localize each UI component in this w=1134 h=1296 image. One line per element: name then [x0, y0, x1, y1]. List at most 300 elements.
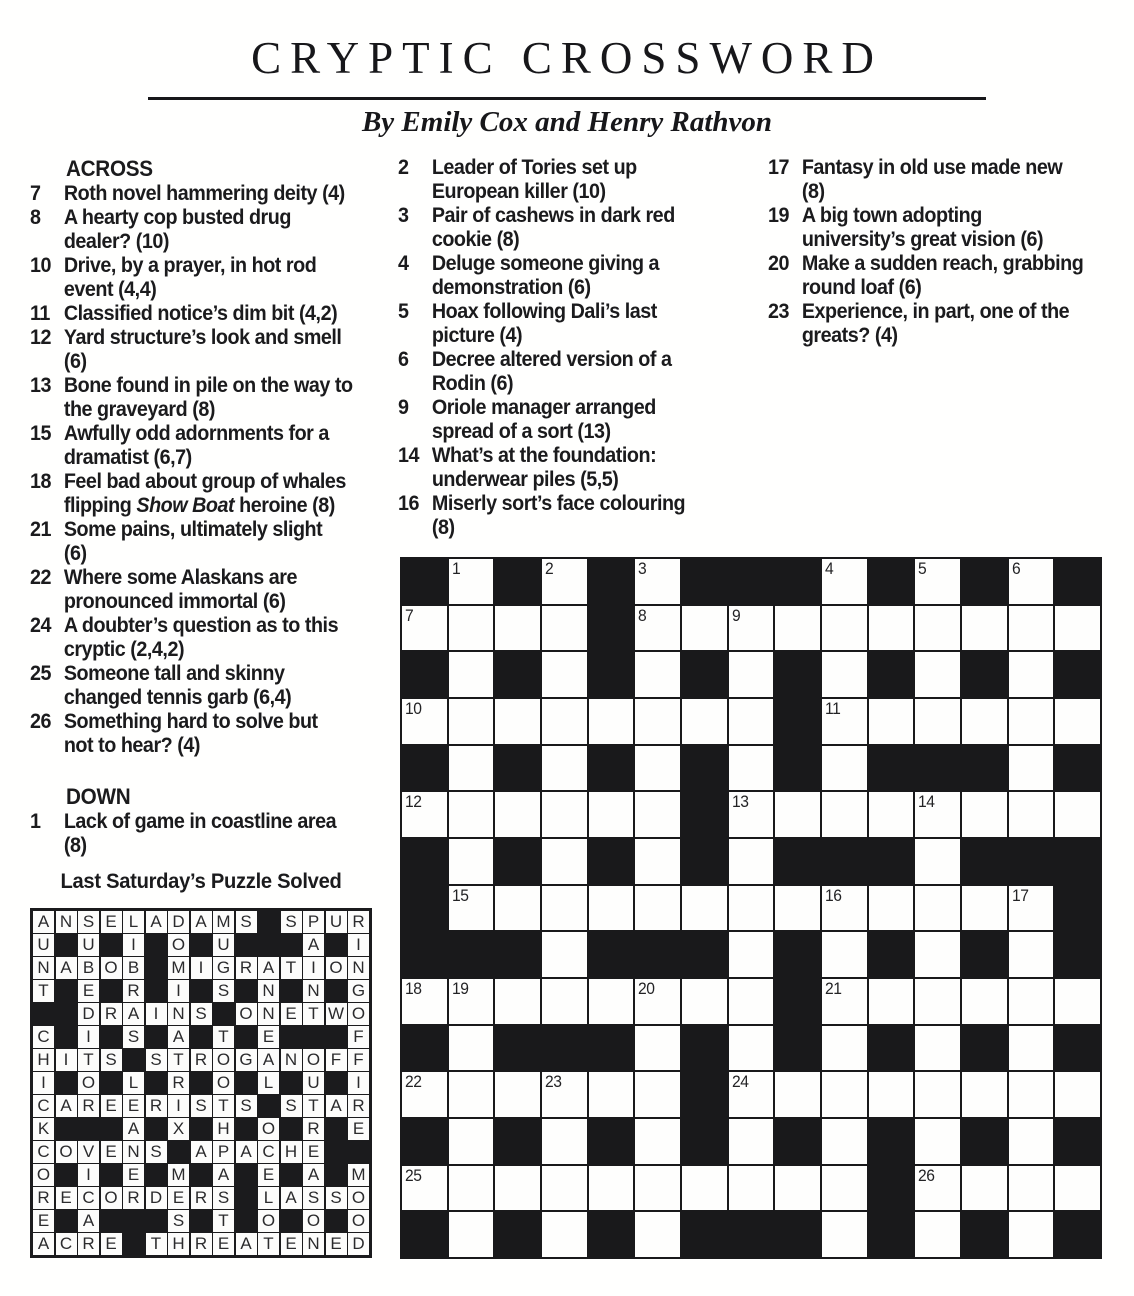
cell-number: 19: [451, 979, 469, 998]
grid-cell[interactable]: [914, 931, 961, 978]
grid-cell[interactable]: [634, 651, 681, 698]
clue-line: the graveyard (8): [63, 398, 215, 421]
grid-cell: [1054, 1211, 1101, 1258]
solved-cell: A: [33, 1233, 54, 1255]
grid-cell[interactable]: [914, 558, 961, 605]
grid-cell[interactable]: [448, 1211, 495, 1258]
grid-cell[interactable]: [961, 1165, 1008, 1212]
grid-cell[interactable]: [914, 791, 961, 838]
clue-line: dealer? (10): [63, 230, 170, 253]
grid-cell: [681, 791, 728, 838]
grid-cell[interactable]: [588, 885, 635, 932]
grid-cell[interactable]: [541, 978, 588, 1025]
solved-cell: O: [303, 1210, 324, 1232]
clue-line: cookie (8): [431, 228, 520, 251]
grid-cell[interactable]: [868, 885, 915, 932]
grid-cell[interactable]: [1054, 1165, 1101, 1212]
grid-cell[interactable]: [541, 605, 588, 652]
grid-cell[interactable]: [681, 605, 728, 652]
grid-cell[interactable]: [961, 791, 1008, 838]
grid-cell[interactable]: [868, 698, 915, 745]
grid-cell[interactable]: [541, 838, 588, 885]
solved-cell: N: [303, 1233, 324, 1255]
solved-cell-black: [101, 1164, 122, 1186]
grid-cell[interactable]: [541, 931, 588, 978]
grid-cell[interactable]: [961, 605, 1008, 652]
solved-cell: S: [168, 1210, 189, 1232]
solved-cell: H: [213, 1118, 234, 1140]
clue-text: [802, 252, 1099, 300]
solved-cell-black: [56, 1210, 77, 1232]
solved-cell-black: [146, 934, 167, 956]
grid-cell: [868, 1165, 915, 1212]
solved-cell: N: [168, 1003, 189, 1025]
grid-cell: [588, 931, 635, 978]
solved-cell: R: [146, 1095, 167, 1117]
grid-cell[interactable]: [448, 791, 495, 838]
grid-cell[interactable]: [821, 885, 868, 932]
grid-cell[interactable]: [1054, 978, 1101, 1025]
clue-11-across: [30, 302, 365, 326]
cell-number: 1: [451, 559, 460, 578]
clue-number: 15: [30, 422, 52, 445]
grid-cell[interactable]: [774, 1165, 821, 1212]
grid-cell[interactable]: [774, 885, 821, 932]
solved-cell: I: [78, 1026, 99, 1048]
solved-cell: R: [78, 1095, 99, 1117]
solved-cell: M: [348, 1164, 369, 1186]
grid-cell: [1054, 885, 1101, 932]
grid-cell: [401, 745, 448, 792]
grid-cell: [681, 1025, 728, 1072]
solved-cell: S: [146, 1141, 167, 1163]
clue-column-right: [768, 156, 1120, 348]
solved-cell-black: [326, 934, 347, 956]
solved-cell: A: [168, 1026, 189, 1048]
grid-cell: [494, 745, 541, 792]
grid-cell[interactable]: [494, 698, 541, 745]
grid-cell[interactable]: [1008, 978, 1055, 1025]
solved-cell-black: [213, 1003, 234, 1025]
cell-number: 11: [825, 699, 841, 718]
grid-cell: [1054, 558, 1101, 605]
grid-cell[interactable]: [728, 1118, 775, 1165]
grid-cell[interactable]: [494, 1071, 541, 1118]
grid-cell[interactable]: [961, 978, 1008, 1025]
grid-cell[interactable]: [821, 1118, 868, 1165]
grid-cell[interactable]: [1054, 698, 1101, 745]
grid-cell[interactable]: [821, 558, 868, 605]
grid-cell[interactable]: [821, 605, 868, 652]
grid-cell[interactable]: [821, 698, 868, 745]
grid-cell[interactable]: [728, 698, 775, 745]
grid-cell: [868, 838, 915, 885]
grid-cell[interactable]: [914, 978, 961, 1025]
solved-cell: S: [213, 980, 234, 1002]
solved-cell: R: [191, 1049, 212, 1071]
clue-number: 17: [768, 156, 790, 179]
solved-cell: O: [101, 1187, 122, 1209]
grid-cell[interactable]: [1008, 651, 1055, 698]
grid-cell[interactable]: [868, 978, 915, 1025]
solved-cell: R: [348, 911, 369, 933]
solved-cell: A: [236, 1233, 257, 1255]
solved-cell: V: [78, 1141, 99, 1163]
solved-cell: O: [78, 1072, 99, 1094]
grid-cell[interactable]: [634, 1071, 681, 1118]
grid-cell[interactable]: [401, 1165, 448, 1212]
solved-cell: A: [146, 911, 167, 933]
clue-5-down: [398, 300, 703, 348]
grid-cell[interactable]: [634, 605, 681, 652]
grid-cell: [401, 651, 448, 698]
grid-cell[interactable]: [1008, 605, 1055, 652]
across-header: ACROSS: [66, 156, 153, 181]
clue-number: 24: [30, 614, 52, 637]
grid-cell[interactable]: [448, 558, 495, 605]
solved-cell: R: [33, 1187, 54, 1209]
grid-cell[interactable]: [401, 1071, 448, 1118]
solved-cell-black: [168, 1141, 189, 1163]
solved-cell: A: [191, 1141, 212, 1163]
grid-cell[interactable]: [541, 745, 588, 792]
clue-number: 1: [30, 810, 41, 833]
grid-cell[interactable]: [914, 651, 961, 698]
grid-cell[interactable]: [821, 791, 868, 838]
grid-cell[interactable]: [774, 1071, 821, 1118]
cell-number: 17: [1011, 885, 1029, 905]
grid-cell[interactable]: [728, 885, 775, 932]
grid-cell: [681, 651, 728, 698]
grid-cell: [1054, 651, 1101, 698]
solved-cell-black: [78, 1118, 99, 1140]
grid-cell[interactable]: [448, 885, 495, 932]
solved-cell-black: [326, 1026, 347, 1048]
grid-cell[interactable]: [634, 1118, 681, 1165]
grid-cell: [494, 1025, 541, 1072]
solved-cell: E: [101, 1233, 122, 1255]
clue-1-down: [30, 810, 365, 858]
grid-cell[interactable]: [634, 791, 681, 838]
grid-cell[interactable]: [588, 1071, 635, 1118]
grid-cell: [494, 651, 541, 698]
grid-cell: [681, 745, 728, 792]
solved-cell: O: [168, 934, 189, 956]
clue-line: Feel bad about group of whales: [63, 470, 346, 493]
clue-12-across: [30, 326, 365, 374]
solved-cell-black: [191, 1072, 212, 1094]
clue-line: (6): [63, 542, 87, 565]
clue-line: pronounced immortal (6): [63, 590, 286, 613]
solved-cell-black: [236, 980, 257, 1002]
solved-cell: E: [123, 1095, 144, 1117]
grid-cell[interactable]: [588, 1165, 635, 1212]
grid-cell[interactable]: [868, 791, 915, 838]
clue-line: Leader of Tories set up: [431, 156, 637, 179]
solved-cell: R: [191, 1187, 212, 1209]
grid-cell[interactable]: [401, 698, 448, 745]
grid-cell[interactable]: [1008, 885, 1055, 932]
clue-number: 26: [30, 710, 52, 733]
grid-cell[interactable]: [821, 1165, 868, 1212]
grid-cell[interactable]: [448, 1071, 495, 1118]
grid-cell[interactable]: [541, 558, 588, 605]
grid-cell[interactable]: [541, 885, 588, 932]
solved-cell: E: [281, 1233, 302, 1255]
clue-13-across: [30, 374, 365, 422]
grid-cell[interactable]: [728, 1071, 775, 1118]
grid-cell[interactable]: [821, 1025, 868, 1072]
grid-cell[interactable]: [448, 1025, 495, 1072]
clue-line: A hearty cop busted drug: [63, 206, 291, 229]
grid-cell: [1054, 745, 1101, 792]
grid-cell[interactable]: [961, 698, 1008, 745]
clue-text: [64, 810, 365, 858]
clue-line: Bone found in pile on the way to: [63, 374, 353, 397]
grid-cell[interactable]: [681, 1165, 728, 1212]
grid-cell[interactable]: [1008, 745, 1055, 792]
grid-cell[interactable]: [914, 1165, 961, 1212]
clue-text: [64, 566, 365, 614]
grid-cell[interactable]: [774, 791, 821, 838]
grid-cell[interactable]: [448, 1118, 495, 1165]
solved-cell: D: [78, 1003, 99, 1025]
grid-cell[interactable]: [634, 885, 681, 932]
clue-8-across: [30, 206, 365, 254]
solved-cell: R: [168, 1072, 189, 1094]
grid-cell[interactable]: [728, 1165, 775, 1212]
clue-number: 21: [30, 518, 52, 541]
grid-cell: [774, 698, 821, 745]
grid-cell[interactable]: [774, 605, 821, 652]
clue-number: 5: [398, 300, 409, 323]
grid-cell[interactable]: [494, 605, 541, 652]
clue-20-down: [768, 252, 1099, 300]
grid-cell[interactable]: [728, 1025, 775, 1072]
clue-column-left: [30, 156, 386, 858]
grid-cell[interactable]: [634, 1025, 681, 1072]
grid-cell[interactable]: [681, 978, 728, 1025]
solved-cell: S: [303, 1187, 324, 1209]
grid-cell[interactable]: [681, 885, 728, 932]
grid-cell[interactable]: [1008, 558, 1055, 605]
solved-cell: A: [56, 1095, 77, 1117]
clue-line: (8): [431, 516, 455, 539]
grid-cell[interactable]: [1008, 1165, 1055, 1212]
grid-cell[interactable]: [681, 698, 728, 745]
solved-cell: O: [303, 1049, 324, 1071]
clue-line: Experience, in part, one of the: [801, 300, 1070, 323]
grid-cell[interactable]: [821, 651, 868, 698]
grid-cell[interactable]: [541, 698, 588, 745]
grid-cell: [728, 1211, 775, 1258]
grid-cell: [961, 1118, 1008, 1165]
grid-cell: [401, 885, 448, 932]
grid-cell: [401, 931, 448, 978]
grid-cell[interactable]: [541, 1071, 588, 1118]
solved-cell: R: [123, 1187, 144, 1209]
grid-cell[interactable]: [541, 791, 588, 838]
solved-cell-black: [123, 1233, 144, 1255]
grid-cell[interactable]: [728, 651, 775, 698]
solved-cell: A: [303, 1164, 324, 1186]
grid-cell[interactable]: [448, 605, 495, 652]
grid-cell[interactable]: [868, 1071, 915, 1118]
cell-number: 23: [545, 1072, 562, 1092]
grid-cell[interactable]: [728, 605, 775, 652]
grid-cell: [821, 838, 868, 885]
grid-cell[interactable]: [634, 558, 681, 605]
grid-cell[interactable]: [914, 605, 961, 652]
grid-cell[interactable]: [1008, 1071, 1055, 1118]
grid-cell[interactable]: [541, 1165, 588, 1212]
solved-cell: M: [168, 957, 189, 979]
grid-cell[interactable]: [914, 1118, 961, 1165]
grid-cell[interactable]: [914, 1071, 961, 1118]
cell-number: 10: [405, 699, 422, 718]
grid-cell[interactable]: [1054, 605, 1101, 652]
grid-cell: [774, 558, 821, 605]
solved-cell-black: [281, 1210, 302, 1232]
cell-number: 24: [731, 1072, 749, 1092]
solved-cell: I: [78, 1164, 99, 1186]
solved-cell: E: [258, 1026, 279, 1048]
solved-cell: N: [303, 980, 324, 1002]
grid-cell[interactable]: [914, 1211, 961, 1258]
grid-cell[interactable]: [821, 978, 868, 1025]
grid-cell[interactable]: [588, 698, 635, 745]
solved-cell-black: [146, 957, 167, 979]
clue-line: Decree altered version of a: [431, 348, 672, 371]
grid-cell[interactable]: [401, 978, 448, 1025]
crossword-grid: [400, 557, 1102, 1259]
solved-cell: O: [236, 1003, 257, 1025]
solved-cell-black: [281, 1072, 302, 1094]
solved-cell-black: [191, 1210, 212, 1232]
clue-segment-italic: Show Boat: [136, 494, 235, 517]
grid-cell[interactable]: [914, 1025, 961, 1072]
solved-cell: H: [168, 1233, 189, 1255]
solved-cell: A: [78, 1210, 99, 1232]
grid-cell: [961, 838, 1008, 885]
grid-cell[interactable]: [448, 838, 495, 885]
grid-cell[interactable]: [588, 791, 635, 838]
clue-text: [802, 300, 1099, 348]
solved-cell: N: [258, 1003, 279, 1025]
solved-cell: D: [168, 911, 189, 933]
clue-26-across: [30, 710, 365, 758]
clue-text: [64, 374, 365, 422]
grid-cell[interactable]: [1054, 791, 1101, 838]
clue-number: 19: [768, 204, 790, 227]
grid-cell: [588, 838, 635, 885]
grid-cell[interactable]: [1008, 791, 1055, 838]
grid-cell[interactable]: [961, 885, 1008, 932]
grid-cell[interactable]: [494, 885, 541, 932]
clue-text: [432, 156, 703, 204]
clue-line: Make a sudden reach, grabbing: [801, 252, 1084, 275]
solved-cell: H: [281, 1141, 302, 1163]
grid-cell[interactable]: [634, 978, 681, 1025]
grid-cell[interactable]: [634, 1211, 681, 1258]
grid-cell[interactable]: [728, 791, 775, 838]
grid-cell[interactable]: [634, 745, 681, 792]
grid-cell[interactable]: [821, 931, 868, 978]
grid-cell[interactable]: [821, 745, 868, 792]
grid-cell[interactable]: [1008, 931, 1055, 978]
grid-cell[interactable]: [821, 1071, 868, 1118]
grid-cell[interactable]: [1008, 1211, 1055, 1258]
clue-number: 9: [398, 396, 409, 419]
clue-number: 6: [398, 348, 409, 371]
grid-cell[interactable]: [448, 978, 495, 1025]
grid-cell[interactable]: [914, 698, 961, 745]
clue-text: [64, 422, 365, 470]
solved-cell: E: [56, 1187, 77, 1209]
grid-cell[interactable]: [541, 651, 588, 698]
grid-cell[interactable]: [634, 1165, 681, 1212]
grid-cell[interactable]: [494, 978, 541, 1025]
grid-cell[interactable]: [401, 791, 448, 838]
grid-cell[interactable]: [401, 605, 448, 652]
solved-cell: W: [326, 1003, 347, 1025]
grid-cell: [681, 1118, 728, 1165]
solved-cell-black: [56, 980, 77, 1002]
grid-cell[interactable]: [634, 698, 681, 745]
grid-cell: [774, 651, 821, 698]
grid-cell[interactable]: [448, 1165, 495, 1212]
clue-4-down: [398, 252, 703, 300]
grid-cell[interactable]: [728, 978, 775, 1025]
clue-9-down: [398, 396, 703, 444]
grid-cell[interactable]: [821, 1211, 868, 1258]
grid-cell[interactable]: [1008, 1025, 1055, 1072]
grid-cell[interactable]: [1008, 698, 1055, 745]
grid-cell: [681, 1071, 728, 1118]
divider: [148, 97, 986, 100]
solved-cell-black: [281, 1164, 302, 1186]
clue-line: Roth novel hammering deity (4): [63, 182, 345, 205]
cell-number: 4: [825, 559, 834, 578]
solved-cell: F: [348, 1049, 369, 1071]
clue-text: [432, 444, 703, 492]
clue-number: 11: [30, 302, 50, 325]
grid-cell[interactable]: [868, 605, 915, 652]
grid-cell[interactable]: [1008, 1118, 1055, 1165]
grid-cell[interactable]: [448, 745, 495, 792]
grid-cell[interactable]: [588, 978, 635, 1025]
grid-cell[interactable]: [961, 1071, 1008, 1118]
grid-cell[interactable]: [1054, 1071, 1101, 1118]
grid-cell[interactable]: [448, 698, 495, 745]
grid-cell[interactable]: [728, 931, 775, 978]
grid-cell[interactable]: [728, 745, 775, 792]
grid-cell[interactable]: [541, 1211, 588, 1258]
grid-cell[interactable]: [494, 1165, 541, 1212]
solved-cell-black: [56, 1164, 77, 1186]
grid-cell[interactable]: [728, 838, 775, 885]
clue-line: event (4,4): [63, 278, 157, 301]
grid-cell[interactable]: [494, 791, 541, 838]
grid-cell[interactable]: [634, 838, 681, 885]
clue-line: What’s at the foundation:: [431, 444, 657, 467]
grid-cell[interactable]: [914, 838, 961, 885]
solved-cell: A: [236, 1141, 257, 1163]
grid-cell[interactable]: [541, 1118, 588, 1165]
grid-cell[interactable]: [448, 651, 495, 698]
grid-cell[interactable]: [914, 885, 961, 932]
clue-text: [64, 710, 365, 758]
